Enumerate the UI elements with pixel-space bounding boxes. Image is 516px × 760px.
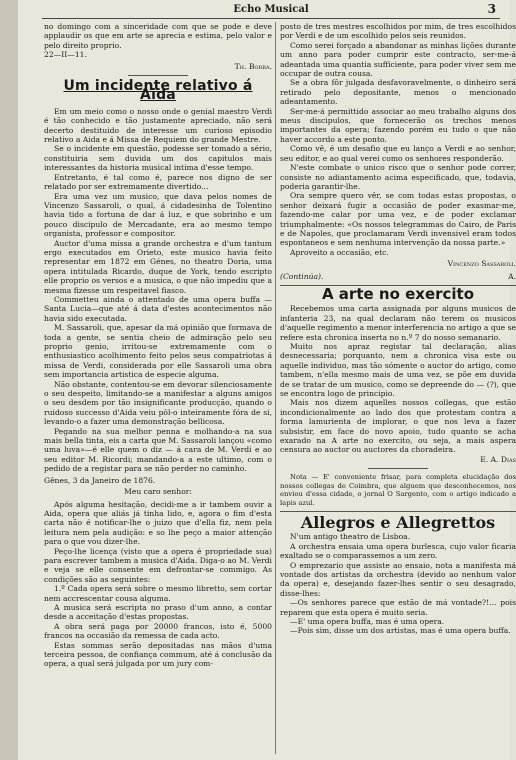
article-paragraph: Auctor d'uma missa a grande orchestra e d'um tantum ergo executados em Orieto, este musico havia feito representar em 1872 em Génes, no theatro Doria, uma opera intitulada Ricardo, duque de York, tendo escripto elle proprio os versos e a musica, o que não impediu que a mesma fizesse um respeitavel fiasco.: [44, 238, 272, 295]
allegros-paragraph: N'um antigo theatro de Lisboa.: [290, 532, 411, 542]
letter-date: Gênes, 3 da Janeiro de 1876.: [44, 475, 156, 485]
separator-rule: [280, 511, 516, 512]
arte-signature: E. A. Dias: [480, 454, 516, 464]
letter-paragraph: A musica será escripta no praso d'um anno, a contar desde a acceitação d'estas propostas.: [44, 602, 272, 622]
intro-text: no domingo com a sinceridade com que se pode e deve applaudir os que em arte se aprecia e estima, pelo valor e pelo direito proprio.: [44, 22, 272, 50]
letter-paragraph: A obra será paga por 20000 francos, isto é, 5000 francos na occasião da remessa de cada acto.: [44, 621, 272, 641]
separator-rule: [128, 75, 188, 76]
right-column: [280, 22, 516, 636]
letter-paragraph: 1.º Cada opera será sobre o mesmo libretto, sem cortar nem accrescentar cousa alguma.: [44, 584, 272, 603]
letter-signature: Vincenzo Sassaroli.: [447, 259, 516, 269]
arte-paragraph: Muito nos apraz registar tal declaração, alias desnecessaria; porquanto, nem a chronica visa este ou aquelle individuo, mas tão sómente o auctor do artigo, como tambem, n'ella mesmo mais de uma vez, se põe em duvida de se tratar de um musico, como se depreende do — (?), que se encontra logo de principio.: [280, 342, 516, 399]
letter-paragraph: Como serei forçado a abandonar as minhas lições durante um anno para poder cumprir este contracto, ser-me-á adeantada uma quantia sufficiente, para poder viver sem me occupar de outra cousa.: [280, 40, 516, 79]
page-number: 3: [487, 2, 496, 16]
article-paragraph: Em um meio como o nosso onde o genial maestro Verdi é tão conhecido e tão justamente apreciado, não será decerto destituido de interesse um curioso episodio relativo a Aida e á Missa de Requiem do grande Mestre.: [44, 106, 272, 145]
article-heading-text: Um incidente relativo á Aida: [63, 78, 253, 104]
continua-author: A.: [508, 271, 516, 281]
arte-paragraph: Mais nos dizem aquelles nossos collegas, que estão incondicionalmente ao lado dos que protestam contra a forma lamurienta de implorar, o que nos leva a fazer subsistir, em face do novo apoio, tudo quanto se acha exarado na A arte no exercito, ou seja, a mais aspera censura ao auctor ou auctores da choradeira.: [280, 398, 516, 455]
continua-label: (Continúa).: [280, 271, 324, 281]
letter-paragraph: Peço-lhe licença (visto que a opera é propriedade sua) para escrever tambem a musica d'Aida. Diga-o ao M. Verdi e veja se elle consente em defrontar-se commigo. As condições são as seguintes:: [44, 546, 272, 584]
left-column: [44, 22, 272, 669]
article-heading-arte: A arte no exercito: [321, 284, 475, 303]
letter-salutation: Meu caro senhor:: [124, 487, 192, 497]
intro-signature: Th. Borba.: [234, 61, 272, 71]
letter-paragraph: Aproveito a occasião, etc.: [290, 247, 389, 257]
article-heading-allegros: Allegros e Allegrettos: [300, 512, 496, 532]
allegros-paragraph: —Pois sim, disse um dos artistas, mas é uma opera buffa.: [290, 626, 511, 636]
allegros-paragraph: A orchestra ensaia uma opera burlesca, cujo valor ficaria exaltado se o comparassemos a um zero.: [280, 541, 516, 561]
article-heading-incidente: [44, 78, 272, 104]
intro-date: 22—II—11.: [44, 50, 87, 60]
continuation-line: [280, 272, 516, 281]
allegros-paragraph: O emprezario que assiste ao ensaio, nota a manifesta má vontade dos artistas da orchestra (devido ao nenhum valor da opera) e, desejando fazer-lhes sentir o seu desagrado, disse-lhes:: [280, 560, 516, 598]
nota-text: Nota — E' conveniente frisar, para completa elucidação dos nossos collegas de Coimbra, que alguem que desconhecemos, nos enviou d'essa cidade, o jornal O Sargento, com o artigo indicado a lapis azul.: [280, 473, 516, 507]
arte-paragraph: Recebemos uma carta assignada por alguns musicos de infanteria 23, na qual declaram não terem os musicos d'aquelle regimento a menor interferencia no artigo a que se refere esta chronica inserta no n.º 7 do nosso semanario.: [280, 304, 516, 342]
article-paragraph: M. Sassaroli, que, apesar da má opinião que formava de toda a gente, se sentia cheio de admiração pelo seu proprio genio, irritou-se extremamente com o enthusiastico acolhimento feito pelos seus compatriotas á missa de Verdi, considerada por elle Sassaroli uma obra sem importancia artistica de especie alguma.: [44, 323, 272, 380]
letter-paragraph: Ora sempre quero vêr, se com todas estas propostas, o senhor deixará fugir a occasião de poder exasmar-me, fazendo-me calar por uma vez, e de poder exclamar triumphalmente: «Os nossos telegrammas do Cairo, de Paris e de Napoles, que proclamaram Verdi invensivel eram todos espontaneos e sem nenhuma intervenção da nossa parte.»: [280, 191, 516, 248]
allegros-paragraph: —E' uma opera buffa, mas é uma opera.: [290, 616, 445, 626]
letter-paragraph: posto de tres mestres escolhidos por mim, de tres escolhidos por Verdi e de um escolhido pelos seis reunidos.: [280, 22, 516, 41]
journal-title: Echo Musical: [233, 4, 309, 15]
letter-paragraph: Ser-me-á permittido associar ao meu trabalho alguns dos meus discipulos, que fornecerão os trechos menos importantes da opera; fazendo porém eu tudo o que não haver accordo a este ponto.: [280, 106, 516, 144]
article-paragraph: Era uma vez um musico, que dava pelos nomes de Vincenzo Sassaroli, o qual, á cidadesinha de Tolentino havia tido a fortuna de dar á luz, e que sobrinho e um pouco discipulo de Mercadante, era ao mesmo tempo organista, professor e compositor.: [44, 191, 272, 239]
column-divider: [275, 22, 276, 754]
article-paragraph: Se o incidente em questão, podesse ser tomado a sério, constituiria sem duvida um dos capitulos mais interessantes da historia musical intima d'esse tempo.: [44, 144, 272, 173]
article-paragraph: Entretanto, é tal como é, parece nos digno de ser relatado por ser extremamente divertido...: [44, 172, 272, 192]
page-header: [42, 2, 500, 19]
allegros-paragraph: —Os senhores parece que estão de má vontade?!... pois reparem que esta opera é muito seria.: [280, 598, 516, 617]
article-paragraph: Não obstante, contentou-se em devorar silenciosamente o seu despeito, limitando-se a manifestar a alguns amigos o seu desdem por tão insignificante producção, quando o ruidoso successo d'Aida veiu pôl-o inteiramente fóra de si, levando-o a fazer uma demonstração bellicosa.: [44, 379, 272, 427]
article-paragraph: Commetteu ainda o attentado de uma opera buffa —Santa Lucia—que até á data d'estes acontecimentos não havia sido executada.: [44, 294, 272, 323]
letter-paragraph: Se a obra fôr julgada desfavoravelmente, o dinheiro será retirado pelo depositante, menos o mencionado adeantamento.: [280, 78, 516, 107]
letter-paragraph: Como vê, é um desafio que eu lanço a Verdi e ao senhor, seu editor, e ao qual verei como os senhores responderão.: [280, 144, 516, 163]
separator-rule: [368, 468, 428, 469]
letter-paragraph: Estas sommas serão depositadas nas mãos d'uma terceira pessoa, de confiança commum, até á conclusão da opera, a qual será julgada por um jury com-: [44, 640, 272, 669]
letter-paragraph: Após alguma hesitação, decidi-me a ir tambem ouvir a Aida, opera que aliás já tinha lido, e, agora o fim d'esta carta não é notificar-lhe o juizo que d'ella fiz, nem pela leitura nem pela audição: e so lhe peço a maior attenção para o que vou dizer-lhe.: [44, 499, 272, 547]
letter-paragraph: N'este combate o unico risco que o senhor pode correr, consiste no adiantamento acima especificado, que, todavia, poderia garantir-lhe.: [280, 163, 516, 191]
article-paragraph: Pegando na sua melhor penna e molhando-a na sua mais bella tinta, eis a carta que M. Sassaroli lançou «como uma luva»—é elle quem o diz — á cara de M. Verdi e ao seu editor M. Ricordi; mandando-a a este ultimo, com o pedido de a registar para se não perder no caminho.: [44, 426, 272, 474]
